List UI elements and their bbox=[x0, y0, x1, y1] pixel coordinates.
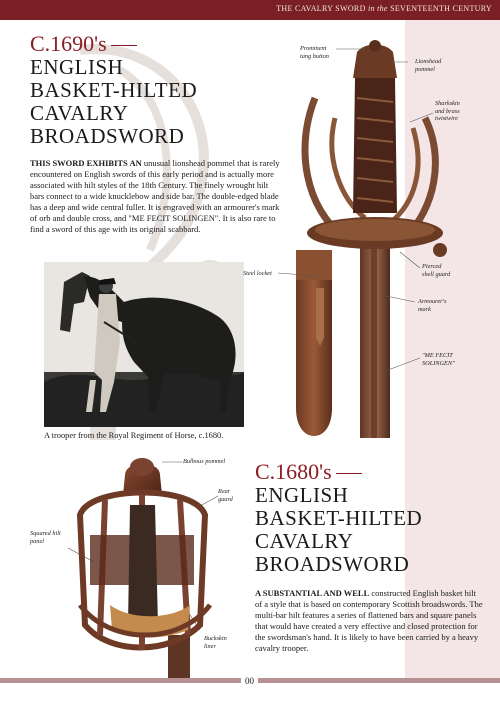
label-steel-locket: Steel locket bbox=[243, 270, 272, 277]
article1-lead: THIS SWORD EXHIBITS AN bbox=[30, 158, 142, 168]
article2-lead: A SUBSTANTIAL AND WELL bbox=[255, 588, 370, 598]
label-squared-panel: Squared hilt panel bbox=[30, 530, 61, 545]
article2-title bbox=[255, 484, 422, 576]
running-head-pre: THE CAVALRY SWORD bbox=[276, 4, 366, 13]
article2-body bbox=[255, 588, 485, 654]
page-number: 00 bbox=[241, 676, 258, 686]
article1-text: unusual lionshead pommel that is rarely encountered on English swords of this early period and is actually more associated with hilt styles of the 18th Century. The finely wrought hilt bars connect to a wide knucklebow and side bar. The double-edged blade has a deep and wide central fuller. It is engraved with an armourer's mark of orb and double cross, and "ME FECIT SOLINGEN". It is also rare to find a sword of this age with its original scabbard. bbox=[30, 158, 280, 234]
label-shell-guard: Pierced shell guard bbox=[422, 263, 451, 278]
label-armourers-mark: Armourer's mark bbox=[418, 298, 447, 313]
label-rear-guard: Rear guard bbox=[218, 488, 233, 503]
basket-hilt-sword-image bbox=[70, 455, 220, 680]
article1-date: C.1690's bbox=[30, 32, 197, 56]
article2-date: C.1680's bbox=[255, 460, 422, 484]
running-head-post: SEVENTEENTH CENTURY bbox=[390, 4, 492, 13]
title-line: BROADSWORD bbox=[255, 552, 410, 576]
title-line: ENGLISH bbox=[255, 483, 349, 507]
article2-text: constructed English basket hilt of a style that is based on contemporary Scottish broadswords. The multi-bar hilt features a series of flattened bars and square panels that would have created a very effective and closed protection for the swordsman's hand. It is likely to have been carried by a heavy cavalry trooper. bbox=[255, 588, 483, 653]
label-pommel: Lionshead pommel bbox=[415, 58, 442, 73]
title-line: BROADSWORD bbox=[30, 124, 185, 148]
title-line: CAVALRY bbox=[30, 101, 129, 125]
date-rule bbox=[336, 473, 362, 474]
label-grip: Sharkskin and brass twistwire bbox=[435, 100, 460, 122]
label-inscription: "ME FECIT SOLINGEN" bbox=[422, 352, 455, 367]
label-bulbous-pommel: Bulbous pommel bbox=[183, 458, 226, 465]
title-line: BASKET-HILTED bbox=[255, 506, 423, 530]
title-line: ENGLISH bbox=[30, 55, 124, 79]
label-tang-button: Prominent tang button bbox=[300, 45, 329, 60]
photo-caption: A trooper from the Royal Regiment of Horse, c.1680. bbox=[44, 431, 224, 440]
label-buckskin-liner: Buckskin liner bbox=[204, 635, 227, 650]
running-head-in: in the bbox=[367, 4, 388, 13]
title-line: CAVALRY bbox=[255, 529, 354, 553]
title-line: BASKET-HILTED bbox=[30, 78, 198, 102]
article2-heading bbox=[255, 460, 422, 576]
